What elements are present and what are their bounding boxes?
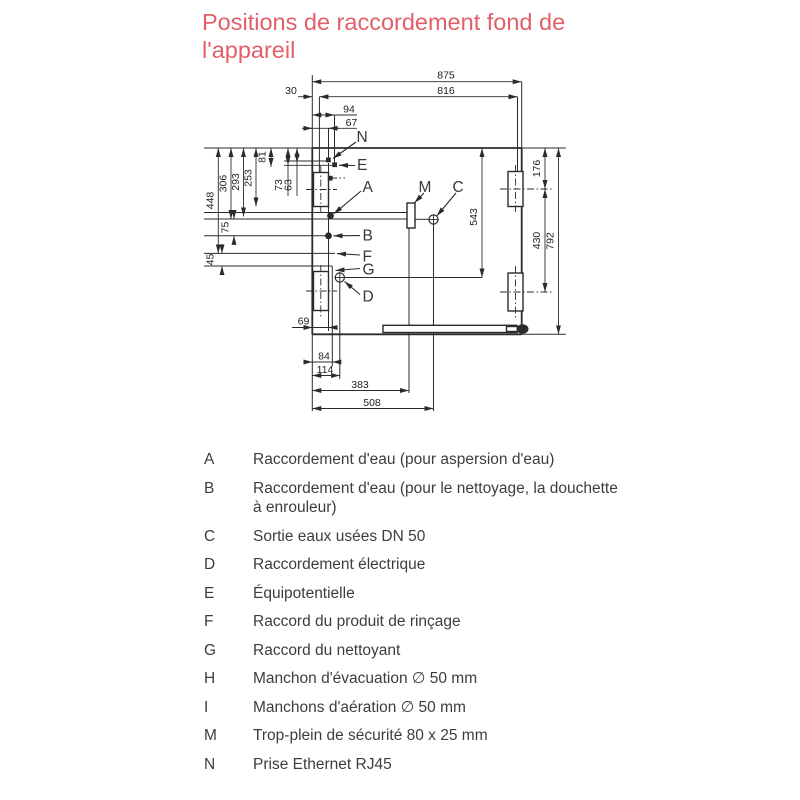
dim-73: 73 <box>273 179 285 191</box>
legend-text: Prise Ethernet RJ45 <box>253 755 392 773</box>
dim-448: 448 <box>204 191 217 210</box>
callout-f: F <box>362 248 372 266</box>
dim-253: 253 <box>242 169 255 187</box>
dim-69: 69 <box>297 315 310 328</box>
legend-key: F <box>204 613 214 630</box>
legend-text: Manchon d'évacuation ∅ 50 mm <box>253 670 478 687</box>
callouts <box>333 129 464 306</box>
callout-e: E <box>357 157 368 174</box>
legend-key: I <box>204 698 209 716</box>
dim-67: 67 <box>345 117 358 129</box>
dim-94: 94 <box>343 103 355 116</box>
callout-c: C <box>452 179 464 196</box>
legend-text: Raccord du nettoyant <box>253 641 401 659</box>
dim-430: 430 <box>531 231 543 250</box>
dim-45: 45 <box>204 253 217 266</box>
legend-item-i <box>204 698 628 718</box>
legend-key: E <box>204 584 215 602</box>
legend-key: A <box>204 451 215 468</box>
dim-75: 75 <box>219 221 232 234</box>
legend-item-f <box>204 612 628 632</box>
legend-text: Équipotentielle <box>253 584 355 602</box>
page-title: Positions de raccordement fond de l'appareil <box>202 9 566 63</box>
point-n <box>326 158 331 163</box>
legend-item-a <box>204 450 628 470</box>
legend-key: C <box>204 527 216 545</box>
drain-bar-cap <box>517 324 529 333</box>
dim-84: 84 <box>318 350 330 363</box>
dim-875: 875 <box>437 69 455 82</box>
dim-114: 114 <box>316 364 334 376</box>
callout-b: B <box>362 227 373 245</box>
dim-543: 543 <box>468 208 480 226</box>
legend-key: M <box>204 727 217 744</box>
legend-key: N <box>204 755 216 773</box>
callout-g: G <box>362 261 375 279</box>
legend-text: Raccordement électrique <box>253 556 426 573</box>
overflow-m <box>407 203 415 228</box>
dim-63: 63 <box>282 179 295 191</box>
legend-item-c <box>204 527 628 547</box>
callout-d: D <box>362 288 374 306</box>
callout-a: A <box>362 179 373 196</box>
legend-item-h <box>204 669 628 689</box>
legend-text: Raccord du produit de rinçage <box>253 613 461 630</box>
dim-30: 30 <box>285 85 297 97</box>
legend-text: Manchons d'aération ∅ 50 mm <box>253 698 466 716</box>
legend-text: Trop-plein de sécurité 80 x 25 mm <box>253 727 488 744</box>
dim-383: 383 <box>351 379 369 391</box>
dim-176: 176 <box>531 159 543 178</box>
dim-306: 306 <box>217 174 230 193</box>
dim-792: 792 <box>544 232 557 250</box>
appliance-outline <box>204 75 566 411</box>
legend-item-b <box>204 479 628 518</box>
legend-text: Raccordement d'eau (pour le nettoyage, la douchette à enrouleur) <box>253 479 618 516</box>
point-e <box>332 162 337 167</box>
legend-key: G <box>204 641 217 659</box>
legend-item-m <box>204 726 628 746</box>
legend-item-n <box>204 755 628 775</box>
dim-508: 508 <box>363 397 381 409</box>
legend-item-g <box>204 641 628 661</box>
dim-816: 816 <box>437 85 455 97</box>
dim-293: 293 <box>230 173 242 191</box>
legend-key: H <box>204 670 216 687</box>
legend-text: Raccordement d'eau (pour aspersion d'eau) <box>253 451 555 468</box>
callout-n: N <box>356 129 368 146</box>
legend-item-d <box>204 555 628 575</box>
dim-81: 81 <box>256 151 269 163</box>
legend-text: Sortie eaux usées DN 50 <box>253 527 426 545</box>
legend-item-e <box>204 584 628 604</box>
drain-bar <box>383 325 517 332</box>
legend-key: D <box>204 556 216 573</box>
legend-key: B <box>204 479 215 497</box>
dimensions <box>205 70 559 410</box>
callout-m: M <box>418 179 432 196</box>
legend <box>204 450 628 783</box>
